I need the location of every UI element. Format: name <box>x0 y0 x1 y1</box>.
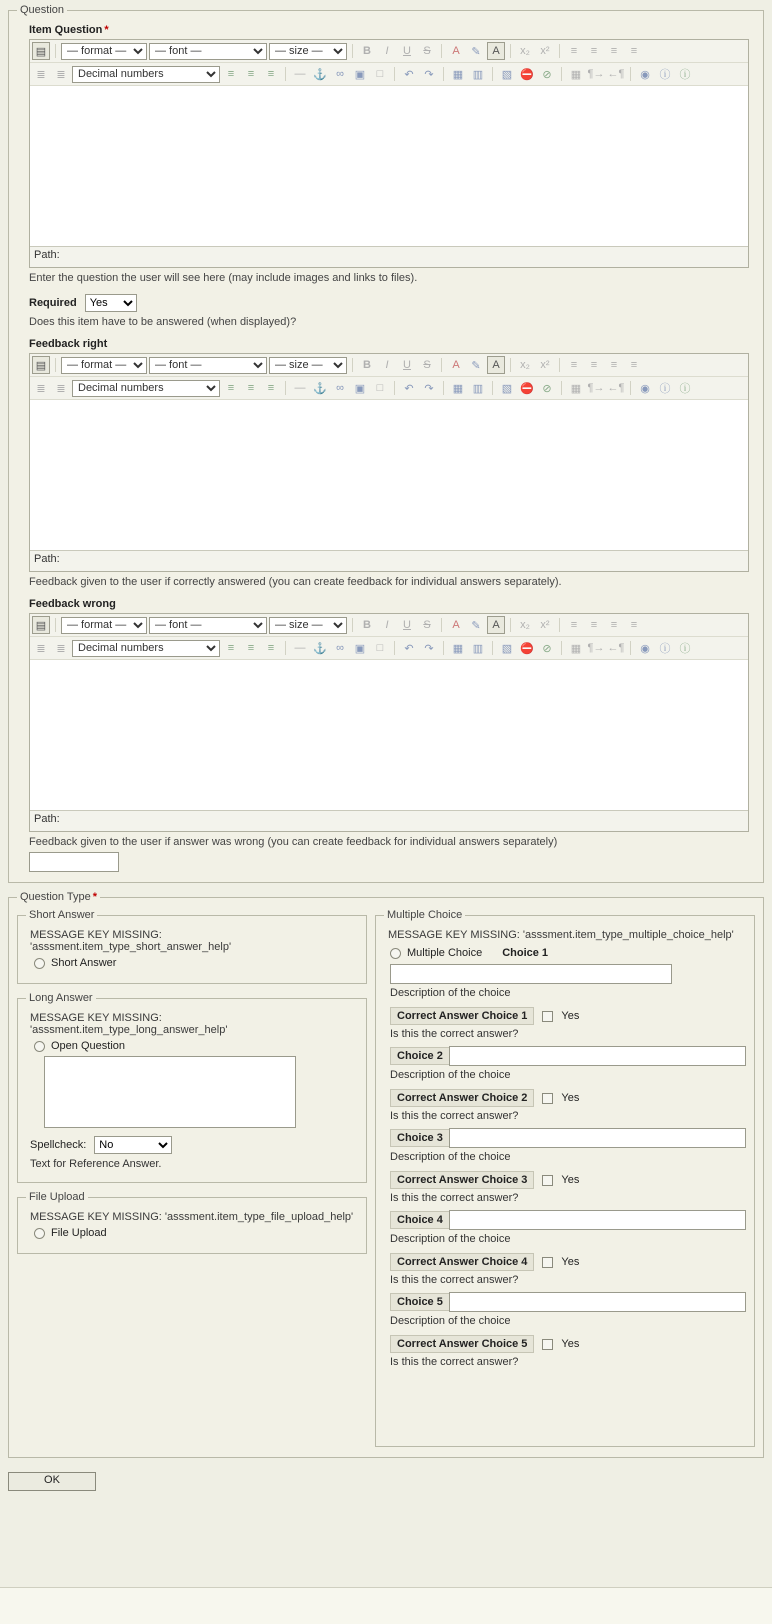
indent-icon[interactable]: ≡ <box>247 382 255 394</box>
align-right-icon[interactable]: ≡ <box>610 619 618 631</box>
toolbar-divider <box>285 381 286 395</box>
correct-answer-4-checkbox[interactable] <box>542 1257 553 1268</box>
media-icon[interactable]: □ <box>376 642 384 654</box>
feedback-right-editor[interactable] <box>29 353 749 572</box>
toolbar-divider <box>559 618 560 632</box>
toolbar-divider <box>492 67 493 81</box>
font-select[interactable] <box>149 43 267 60</box>
anchor-icon[interactable]: ⚓ <box>313 382 327 395</box>
background-color-icon[interactable]: ✎ <box>471 359 481 372</box>
choice-3-input[interactable] <box>449 1128 746 1148</box>
help-icon[interactable]: ⓘ <box>659 643 671 655</box>
correct-answer-2-row <box>390 1089 746 1107</box>
rtl-icon[interactable]: ←¶ <box>607 382 625 394</box>
info-icon[interactable]: ⓘ <box>679 643 691 655</box>
align-right-icon[interactable]: ≡ <box>610 45 618 57</box>
font-style-icon[interactable]: A <box>487 356 505 374</box>
toolbar-divider <box>394 641 395 655</box>
toolbar-divider <box>492 381 493 395</box>
file-upload-option[interactable] <box>34 1227 358 1239</box>
link-icon[interactable]: ∞ <box>336 642 344 654</box>
correct-answer-5-checkbox[interactable] <box>542 1339 553 1350</box>
toolbar-divider <box>443 381 444 395</box>
radio-icon[interactable] <box>34 1228 45 1239</box>
superscript-icon[interactable]: x² <box>540 619 550 631</box>
open-question-option[interactable] <box>34 1040 358 1052</box>
required-asterisk: * <box>92 891 98 903</box>
file-upload-message: MESSAGE KEY MISSING: 'asssment.item_type_file_upload_help' <box>30 1211 354 1223</box>
trailing-text-input[interactable] <box>29 852 119 872</box>
indent-more-icon[interactable]: ≡ <box>267 382 275 394</box>
short-answer-radio-label: Short Answer <box>51 957 117 969</box>
toolbar-divider <box>352 618 353 632</box>
align-left-icon[interactable]: ≡ <box>570 45 578 57</box>
source-code-icon[interactable]: ▤ <box>32 42 50 60</box>
choice-2-tag: Choice 2 <box>390 1047 449 1065</box>
toolbar-divider <box>55 358 56 372</box>
indent-icon[interactable]: ≡ <box>247 642 255 654</box>
choice-4-input[interactable] <box>449 1210 746 1230</box>
anchor-icon[interactable]: ⚓ <box>313 642 327 655</box>
question-type-right-column <box>375 909 755 1447</box>
toolbar-divider <box>285 641 286 655</box>
info-icon[interactable]: ⓘ <box>679 383 691 395</box>
open-question-radio-label: Open Question <box>51 1040 125 1052</box>
editor-toolbar-row-1 <box>30 40 748 63</box>
correct-answer-3-question: Is this the correct answer? <box>390 1192 519 1204</box>
correct-answer-1-row <box>390 1007 746 1025</box>
feedback-right-toolbar-row-2 <box>30 377 748 400</box>
text-color-icon[interactable]: A <box>452 359 460 371</box>
long-answer-message: MESSAGE KEY MISSING: 'asssment.item_type_long_answer_help' <box>30 1012 228 1036</box>
bullet-list-icon[interactable]: ≣ <box>36 68 46 81</box>
toolbar-divider <box>492 641 493 655</box>
background-color-icon[interactable]: ✎ <box>471 619 481 632</box>
choice-2-description: Description of the choice <box>390 1069 511 1081</box>
toolbar-divider <box>630 381 631 395</box>
grid-icon[interactable]: ▦ <box>570 382 582 395</box>
correct-answer-4-row <box>390 1253 746 1271</box>
indent-more-icon[interactable]: ≡ <box>267 642 275 654</box>
correct-answer-1-checkbox[interactable] <box>542 1011 553 1022</box>
correct-answer-5-row <box>390 1335 746 1353</box>
info-icon[interactable]: ⓘ <box>679 69 691 81</box>
toolbar-divider <box>510 44 511 58</box>
question-type-legend: Question Type * <box>20 891 98 903</box>
underline-icon[interactable]: U <box>403 359 411 371</box>
size-select[interactable] <box>269 43 347 60</box>
correct-answer-1-tag: Correct Answer Choice 1 <box>390 1007 534 1025</box>
remove-link-icon[interactable]: ⛔ <box>520 642 534 655</box>
underline-icon[interactable]: U <box>403 619 411 631</box>
underline-icon[interactable]: U <box>403 45 411 57</box>
horizontal-rule-icon[interactable]: — <box>294 382 306 394</box>
form-page <box>0 4 772 1495</box>
outdent-icon[interactable]: ≡ <box>227 382 235 394</box>
media-icon[interactable]: □ <box>376 68 384 80</box>
subscript-icon[interactable]: x₂ <box>520 45 530 57</box>
choice-4-row <box>390 1210 746 1230</box>
reference-answer-note: Text for Reference Answer. <box>30 1158 162 1170</box>
list-style-select[interactable] <box>72 66 220 83</box>
correct-answer-2-yes-label: Yes <box>561 1092 580 1104</box>
toolbar-divider <box>441 44 442 58</box>
correct-answer-4-yes-label: Yes <box>561 1256 580 1268</box>
numbered-list-icon[interactable]: ≣ <box>56 642 66 655</box>
long-answer-fieldset <box>17 992 367 1183</box>
undo-icon[interactable]: ↶ <box>404 642 414 655</box>
rtl-icon[interactable]: ←¶ <box>607 68 625 80</box>
preview-icon[interactable]: ◉ <box>640 68 650 81</box>
feedback-wrong-editor[interactable] <box>29 613 749 832</box>
clean-icon[interactable]: ⊘ <box>542 382 552 395</box>
italic-icon[interactable]: I <box>385 359 389 371</box>
long-answer-legend: Long Answer <box>29 992 93 1004</box>
feedback-wrong-help: Feedback given to the user if answer was wrong (you can create feedback for individual answers separately) <box>29 836 558 848</box>
question-type-fieldset <box>8 891 764 1458</box>
required-help: Does this item have to be answered (when displayed)? <box>29 316 297 328</box>
justify-icon[interactable]: ≡ <box>630 619 638 631</box>
multiple-choice-message: MESSAGE KEY MISSING: 'asssment.item_type_multiple_choice_help' <box>388 929 734 941</box>
redo-icon[interactable]: ↷ <box>424 382 434 395</box>
feedback-right-toolbar-row-1 <box>30 354 748 377</box>
bold-icon[interactable]: B <box>363 45 371 57</box>
choice-5-description: Description of the choice <box>390 1315 511 1327</box>
correct-answer-3-row <box>390 1171 746 1189</box>
toolbar-divider <box>55 618 56 632</box>
preview-icon[interactable]: ◉ <box>640 382 650 395</box>
toolbar-divider <box>561 641 562 655</box>
size-select[interactable] <box>269 617 347 634</box>
bullet-list-icon[interactable]: ≣ <box>36 642 46 655</box>
correct-answer-1-question: Is this the correct answer? <box>390 1028 519 1040</box>
item-question-editor[interactable] <box>29 39 749 268</box>
radio-icon[interactable] <box>34 958 45 969</box>
spellcheck-label: Spellcheck: <box>30 1139 87 1151</box>
image-icon[interactable]: ▣ <box>354 642 366 655</box>
short-answer-legend: Short Answer <box>29 909 95 921</box>
align-right-icon[interactable]: ≡ <box>610 359 618 371</box>
required-label: Required <box>29 297 77 309</box>
clean-icon[interactable]: ⊘ <box>542 68 552 81</box>
format-select[interactable] <box>61 43 147 60</box>
toolbar-divider <box>441 358 442 372</box>
undo-icon[interactable]: ↶ <box>404 382 414 395</box>
remove-link-icon[interactable]: ⛔ <box>520 382 534 395</box>
align-center-icon[interactable]: ≡ <box>590 359 598 371</box>
text-color-icon[interactable]: A <box>452 619 460 631</box>
text-color-icon[interactable]: A <box>452 45 460 57</box>
choice-2-input[interactable] <box>449 1046 746 1066</box>
feedback-right-input[interactable] <box>30 400 748 551</box>
correct-answer-5-yes-label: Yes <box>561 1338 580 1350</box>
toolbar-divider <box>561 381 562 395</box>
link-icon[interactable]: ∞ <box>336 382 344 394</box>
choice-3-row <box>390 1128 746 1148</box>
table-properties-icon[interactable]: ▥ <box>472 68 484 81</box>
feedback-wrong-toolbar-row-1 <box>30 614 748 637</box>
toolbar-divider <box>510 618 511 632</box>
multiple-choice-radio-label: Multiple Choice <box>407 947 483 959</box>
horizontal-rule-icon[interactable]: — <box>294 68 306 80</box>
outdent-icon[interactable]: ≡ <box>227 68 235 80</box>
superscript-icon[interactable]: x² <box>540 45 550 57</box>
required-select[interactable] <box>85 294 137 312</box>
toolbar-divider <box>285 67 286 81</box>
toolbar-divider <box>443 67 444 81</box>
align-center-icon[interactable]: ≡ <box>590 619 598 631</box>
toolbar-divider <box>441 618 442 632</box>
correct-answer-1-yes-label: Yes <box>561 1010 580 1022</box>
format-select[interactable] <box>61 357 147 374</box>
font-select[interactable] <box>149 617 267 634</box>
correct-answer-4-tag: Correct Answer Choice 4 <box>390 1253 534 1271</box>
font-style-icon[interactable]: A <box>487 616 505 634</box>
ok-button[interactable]: OK <box>8 1472 96 1491</box>
choice-5-input[interactable] <box>449 1292 746 1312</box>
image-icon[interactable]: ▣ <box>354 382 366 395</box>
correct-answer-5-question: Is this the correct answer? <box>390 1356 519 1368</box>
required-asterisk: * <box>104 24 109 36</box>
image-icon[interactable]: ▣ <box>354 68 366 81</box>
feedback-wrong-toolbar-row-2 <box>30 637 748 660</box>
strikethrough-icon[interactable]: S <box>423 45 431 57</box>
form-footer <box>8 1466 764 1495</box>
feedback-wrong-path: Path: <box>30 811 748 831</box>
feedback-wrong-input[interactable] <box>30 660 748 811</box>
feedback-right-help: Feedback given to the user if correctly answered (you can create feedback for individual answers separately). <box>29 576 562 588</box>
toolbar-divider <box>559 358 560 372</box>
short-answer-fieldset <box>17 909 367 984</box>
feedback-right-path: Path: <box>30 551 748 571</box>
paste-icon[interactable]: ▧ <box>501 642 513 655</box>
correct-answer-4-question: Is this the correct answer? <box>390 1274 519 1286</box>
feedback-right-label: Feedback right <box>29 338 108 350</box>
toolbar-divider <box>561 67 562 81</box>
question-fieldset <box>8 4 764 883</box>
choice-1-description: Description of the choice <box>390 987 511 999</box>
font-select[interactable] <box>149 357 267 374</box>
item-question-input[interactable] <box>30 86 748 247</box>
outdent-icon[interactable]: ≡ <box>227 642 235 654</box>
subscript-icon[interactable]: x₂ <box>520 619 530 631</box>
bullet-list-icon[interactable]: ≣ <box>36 382 46 395</box>
table-icon[interactable]: ▦ <box>452 68 464 81</box>
radio-icon[interactable] <box>34 1041 45 1052</box>
correct-answer-3-checkbox[interactable] <box>542 1175 553 1186</box>
link-icon[interactable]: ∞ <box>336 68 344 80</box>
align-left-icon[interactable]: ≡ <box>570 359 578 371</box>
bold-icon[interactable]: B <box>363 619 371 631</box>
item-question-path: Path: <box>30 247 748 267</box>
bold-icon[interactable]: B <box>363 359 371 371</box>
table-icon[interactable]: ▦ <box>452 382 464 395</box>
remove-link-icon[interactable]: ⛔ <box>520 68 534 81</box>
choice-2-row <box>390 1046 746 1066</box>
grid-icon[interactable]: ▦ <box>570 642 582 655</box>
bottom-strip <box>0 1587 772 1624</box>
file-upload-fieldset <box>17 1191 367 1254</box>
align-left-icon[interactable]: ≡ <box>570 619 578 631</box>
correct-answer-3-tag: Correct Answer Choice 3 <box>390 1171 534 1189</box>
rtl-icon[interactable]: ←¶ <box>607 642 625 654</box>
grid-icon[interactable]: ▦ <box>570 68 582 81</box>
multiple-choice-fieldset <box>375 909 755 1447</box>
subscript-icon[interactable]: x₂ <box>520 359 530 371</box>
numbered-list-icon[interactable]: ≣ <box>56 68 66 81</box>
paste-icon[interactable]: ▧ <box>501 382 513 395</box>
spellcheck-row <box>30 1136 358 1154</box>
help-icon[interactable]: ⓘ <box>659 69 671 81</box>
choice-3-description: Description of the choice <box>390 1151 511 1163</box>
italic-icon[interactable]: I <box>385 619 389 631</box>
toolbar-divider <box>510 358 511 372</box>
correct-answer-3-yes-label: Yes <box>561 1174 580 1186</box>
toolbar-divider <box>559 44 560 58</box>
background-color-icon[interactable]: ✎ <box>471 45 481 58</box>
media-icon[interactable]: □ <box>376 382 384 394</box>
required-row <box>29 294 755 312</box>
spellcheck-select[interactable] <box>94 1136 172 1154</box>
feedback-wrong-label: Feedback wrong <box>29 598 116 610</box>
reference-answer-textarea[interactable] <box>44 1056 296 1128</box>
table-properties-icon[interactable]: ▥ <box>472 382 484 395</box>
choice-3-tag: Choice 3 <box>390 1129 449 1147</box>
toolbar-divider <box>630 67 631 81</box>
editor-toolbar-row-2 <box>30 63 748 86</box>
font-style-icon[interactable]: A <box>487 42 505 60</box>
indent-more-icon[interactable]: ≡ <box>267 68 275 80</box>
justify-icon[interactable]: ≡ <box>630 359 638 371</box>
toolbar-divider <box>443 641 444 655</box>
toolbar-divider <box>55 44 56 58</box>
numbered-list-icon[interactable]: ≣ <box>56 382 66 395</box>
toolbar-divider <box>394 381 395 395</box>
correct-answer-2-tag: Correct Answer Choice 2 <box>390 1089 534 1107</box>
toolbar-divider <box>352 44 353 58</box>
question-type-columns <box>17 909 755 1447</box>
redo-icon[interactable]: ↷ <box>424 68 434 81</box>
anchor-icon[interactable]: ⚓ <box>313 68 327 81</box>
choice-1-input[interactable] <box>390 964 672 984</box>
choice-5-row <box>390 1292 746 1312</box>
choice-5-tag: Choice 5 <box>390 1293 449 1311</box>
ltr-icon[interactable]: ¶→ <box>587 68 605 80</box>
file-upload-legend: File Upload <box>29 1191 85 1203</box>
size-select[interactable] <box>269 357 347 374</box>
correct-answer-5-tag: Correct Answer Choice 5 <box>390 1335 534 1353</box>
toolbar-divider <box>394 67 395 81</box>
toolbar-divider <box>352 358 353 372</box>
question-legend: Question <box>20 4 65 16</box>
table-properties-icon[interactable]: ▥ <box>472 642 484 655</box>
format-select[interactable] <box>61 617 147 634</box>
choice-4-description: Description of the choice <box>390 1233 511 1245</box>
short-answer-message: MESSAGE KEY MISSING: 'asssment.item_type_short_answer_help' <box>30 929 232 953</box>
source-code-icon[interactable]: ▤ <box>32 616 50 634</box>
item-question-help: Enter the question the user will see here (may include images and links to files). <box>29 272 418 284</box>
multiple-choice-option[interactable] <box>390 945 746 961</box>
toolbar-divider <box>630 641 631 655</box>
justify-icon[interactable]: ≡ <box>630 45 638 57</box>
correct-answer-2-question: Is this the correct answer? <box>390 1110 519 1122</box>
ltr-icon[interactable]: ¶→ <box>587 382 605 394</box>
superscript-icon[interactable]: x² <box>540 359 550 371</box>
radio-icon[interactable] <box>390 948 401 959</box>
strikethrough-icon[interactable]: S <box>423 359 431 371</box>
italic-icon[interactable]: I <box>385 45 389 57</box>
file-upload-radio-label: File Upload <box>51 1227 107 1239</box>
item-question-label: Item Question * <box>29 24 109 36</box>
align-center-icon[interactable]: ≡ <box>590 45 598 57</box>
paste-icon[interactable]: ▧ <box>501 68 513 81</box>
list-style-select[interactable] <box>72 380 220 397</box>
clean-icon[interactable]: ⊘ <box>542 642 552 655</box>
undo-icon[interactable]: ↶ <box>404 68 414 81</box>
choice-4-tag: Choice 4 <box>390 1211 449 1229</box>
choice-1-tag: Choice 1 <box>502 947 549 959</box>
short-answer-option[interactable] <box>34 957 358 969</box>
list-style-select[interactable] <box>72 640 220 657</box>
source-code-icon[interactable]: ▤ <box>32 356 50 374</box>
correct-answer-2-checkbox[interactable] <box>542 1093 553 1104</box>
strikethrough-icon[interactable]: S <box>423 619 431 631</box>
redo-icon[interactable]: ↷ <box>424 642 434 655</box>
multiple-choice-legend: Multiple Choice <box>387 909 463 921</box>
table-icon[interactable]: ▦ <box>452 642 464 655</box>
ltr-icon[interactable]: ¶→ <box>587 642 605 654</box>
help-icon[interactable]: ⓘ <box>659 383 671 395</box>
question-type-left-column <box>17 909 367 1254</box>
horizontal-rule-icon[interactable]: — <box>294 642 306 654</box>
indent-icon[interactable]: ≡ <box>247 68 255 80</box>
preview-icon[interactable]: ◉ <box>640 642 650 655</box>
